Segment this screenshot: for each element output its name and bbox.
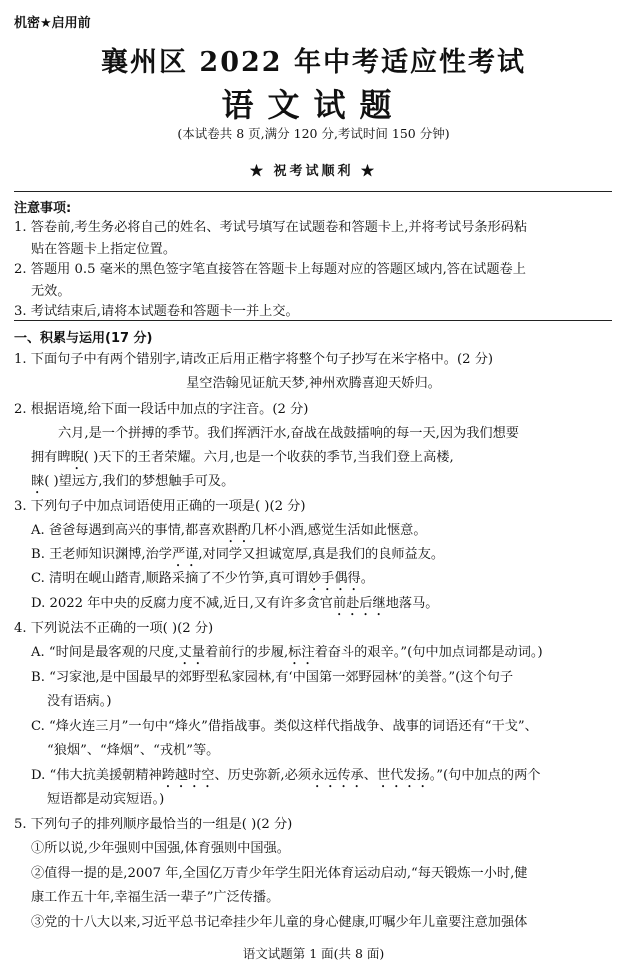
divider-top <box>14 191 612 192</box>
blessing-text: ★ 祝考试顺利 ★ <box>249 164 378 179</box>
dotted-char: 睐 <box>31 474 45 489</box>
question-5-item-2: ②值得一提的是,2007 年,全国亿万青少年学生阳光体育运动启动,“每天锻炼一小时,健 <box>31 866 528 881</box>
question-4-option-c: C. “烽火连三月”一句中“烽火”借指战事。类似这样代指战争、战事的词语还有“干戈”、 <box>31 719 538 734</box>
notice-line: 贴在答题卡上指定位置。 <box>31 242 177 257</box>
question-4-option-b: B. “习家池,是中国最早的郊野型私家园林,有‘中国第一郊野园林’的美誉。”(这个句子 <box>31 670 514 685</box>
section-heading: 一、积累与运用(17 分) <box>14 331 153 346</box>
question-5-item-2-cont: 康工作五十年,幸福生活一辈子”广泛传播。 <box>31 890 280 905</box>
confidential-label: 机密★启用前 <box>14 16 91 31</box>
question-4-option-d: D. “伟大抗美援朝精神跨越时空、历史弥新,必须永远传承、世代发扬。”(句中加点的两个 <box>31 768 541 783</box>
question-4-stem: 4. 下列说法不正确的一项( )(2 分) <box>14 621 214 636</box>
question-2-passage-line: 睐( )望远方,我们的梦想触手可及。 <box>31 474 235 489</box>
question-3-option-d: D. 2022 年中央的反腐力度不减,近日,又有许多贪官前赴后继地落马。 <box>31 596 439 611</box>
question-3-option-c: C. 清明在岘山踏青,顺路采摘了不少竹笋,真可谓妙手偶得。 <box>31 571 374 586</box>
question-4-option-c-cont: “狼烟”、“烽烟”、“戎机”等。 <box>47 743 220 758</box>
dotted-char: 睨 <box>70 450 84 465</box>
notice-line: 1. 答卷前,考生务必将自己的姓名、考试号填写在试题卷和答题卡上,并将考试号条形码粘 <box>14 220 528 235</box>
question-4-option-d-cont: 短语都是动宾短语。) <box>47 792 165 807</box>
notice-line: 2. 答题用 0.5 毫米的黑色签字笔直接答在答题卡上每题对应的答题区域内,答在试题卷上 <box>14 262 526 277</box>
question-4-option-a: A. “时间是最客观的尺度,丈量着前行的步履,标注着奋斗的艰辛。”(句中加点词都是动词。) <box>31 645 543 660</box>
divider-notice <box>14 320 612 321</box>
question-5-stem: 5. 下列句子的排列顺序最恰当的一组是( )(2 分) <box>14 817 293 832</box>
page-footer: 语文试题第 1 面(共 8 面) <box>242 946 385 961</box>
exam-title: 襄州区 2022 年中考适应性考试 <box>101 47 526 78</box>
question-2-stem: 2. 根据语境,给下面一段话中加点的字注音。(2 分) <box>14 402 309 417</box>
question-2-passage-line: 拥有睥睨( )天下的王者荣耀。六月,也是一个收获的季节,当我们登上高楼, <box>31 450 454 465</box>
question-3-stem: 3. 下列句子中加点词语使用正确的一项是( )(2 分) <box>14 499 306 514</box>
question-3-option-b: B. 王老师知识渊博,治学严谨,对同学又担诚宽厚,真是我们的良师益友。 <box>31 547 445 562</box>
question-2-passage-line: 六月,是一个拼搏的季节。我们挥洒汗水,奋战在战鼓擂响的每一天,因为我们想要 <box>58 426 519 441</box>
question-3-option-a: A. 爸爸每遇到高兴的事情,都喜欢斟酌几杯小酒,感觉生活如此惬意。 <box>31 523 427 538</box>
question-4-option-b-cont: 没有语病。) <box>47 694 112 709</box>
question-5-item-3: ③党的十八大以来,习近平总书记牵挂少年儿童的身心健康,叮嘱少年儿童要注意加强体 <box>31 915 528 930</box>
subject-title: 语文试题 <box>221 86 406 124</box>
exam-note: (本试卷共 8 页,满分 120 分,考试时间 150 分钟) <box>177 126 450 141</box>
notice-heading: 注意事项: <box>14 201 72 216</box>
notice-line: 3. 考试结束后,请将本试题卷和答题卡一并上交。 <box>14 304 299 319</box>
question-1-sentence: 星空浩翰见证航天梦,神州欢腾喜迎天娇归。 <box>186 376 441 391</box>
question-1-stem: 1. 下面句子中有两个错别字,请改正后用正楷字将整个句子抄写在米字格中。(2 分) <box>14 352 494 367</box>
question-5-item-1: ①所以说,少年强则中国强,体育强则中国强。 <box>31 841 290 856</box>
notice-line: 无效。 <box>31 284 71 299</box>
